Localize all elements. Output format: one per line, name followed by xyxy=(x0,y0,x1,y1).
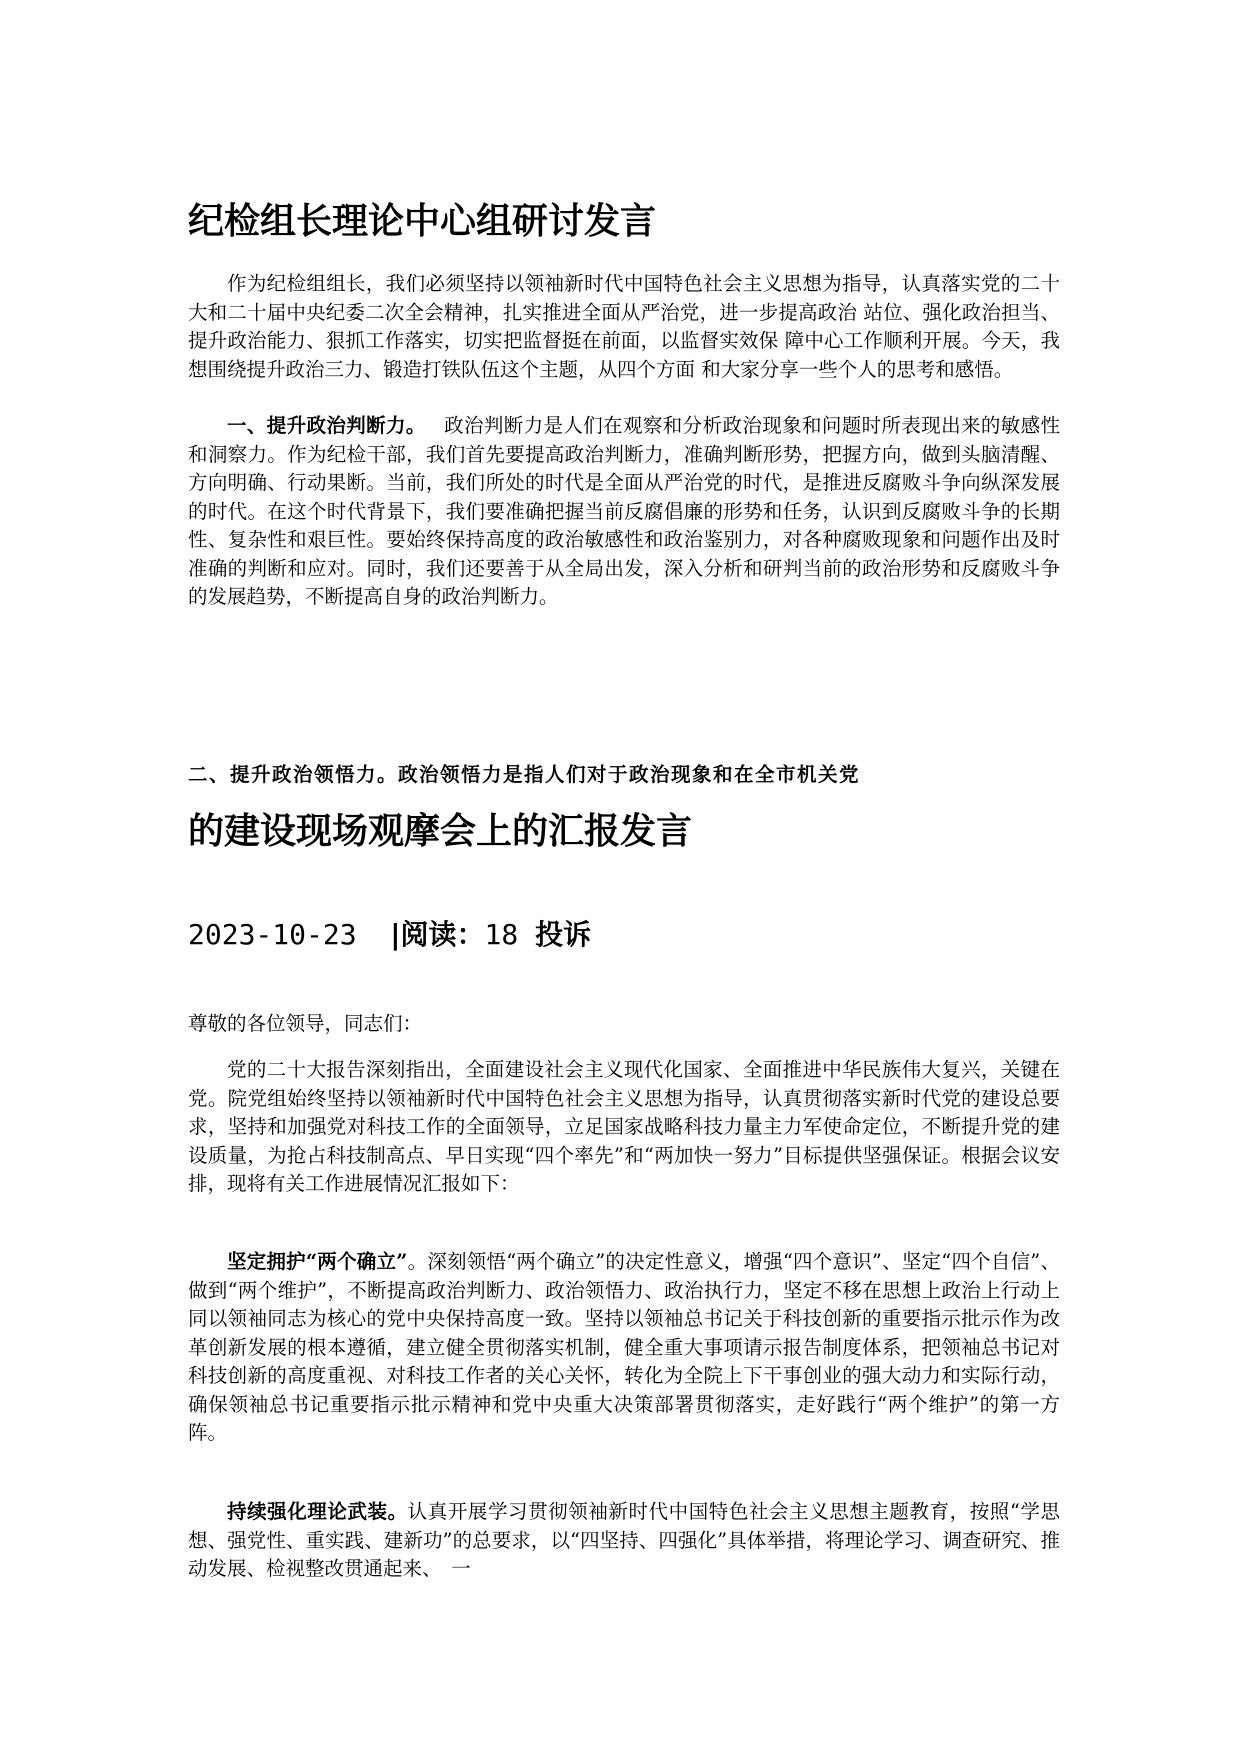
paragraph-2-body: 。深刻领悟“两个确立”的决定性意义，增强“四个意识”、坚定“四个自信”、做到“两个维护”，不断提高政治判断力、政治领悟力、政治执行力，坚定不移在思想上政治上行动上同以领袖同志为核心的党中央保持高度一致。坚持以领袖总书记关于科技创新的重要指示批示作为改革创新发展的根本遵循，建立健全贯彻落实机制，健全重大事项请示报告制度体系，把领袖总书记对科技创新的高度重视、对科技工作者的关心关怀，转化为全院上下干事创业的强大动力和实际行动，确保领袖总书记重要指示批示精神和党中央重大决策部署贯彻落实，走好践行“两个维护”的第一方阵。 xyxy=(188,1250,1060,1444)
paragraph-3-body: 认真开展学习贯彻领袖新时代中国特色社会主义思想主题教育，按照“学思想、强党性、重实践、建新功”的总要求，以“四坚持、四强化”具体举措，将理论学习、调查研究、推动发展、检视整改贯通起来、 一 xyxy=(188,1500,1060,1580)
salutation: 尊敬的各位领导，同志们： xyxy=(188,1012,423,1035)
article-title: 纪检组长理论中心组研讨发言 xyxy=(188,201,657,242)
section1-paragraph xyxy=(188,412,1060,612)
body-paragraph-1: 党的二十大报告深刻指出，全面建设社会主义现代化国家、全面推进中华民族伟大复兴，关键在党。院党组始终坚持以领袖新时代中国特色社会主义思想为指导，认真贯彻落实新时代党的建设总要求，坚持和加强党对科技工作的全面领导，立足国家战略科技力量主力军使命定位，不断提升党的建设质量，为抢占科技制高点、早日实现“四个率先”和“两加快一努力”目标提供坚强保证。根据会议安排，现将有关工作进展情况汇报如下： xyxy=(188,1058,1060,1195)
section1-heading: 一、提升政治判断力。 xyxy=(227,414,426,437)
body-paragraph-3 xyxy=(188,1498,1060,1584)
publish-date: 2023-10-23 xyxy=(188,918,357,951)
read-count: 18 xyxy=(484,918,519,951)
article2-title: 的建设现场观摩会上的汇报发言 xyxy=(188,811,693,852)
body-paragraph-2 xyxy=(188,1248,1060,1448)
read-label: |阅读： xyxy=(390,918,485,951)
section2-heading: 二、提升政治领悟力。政治领悟力是指人们对于政治现象和在全市机关党 xyxy=(188,763,861,786)
intro-paragraph: 作为纪检组组长，我们必须坚持以领袖新时代中国特色社会主义思想为指导，认真落实党的二十大和二十届中央纪委二次全会精神，扎实推进全面从严治党，进一步提高政治 站位、强化政治担当、提升政治能力、狠抓工作落实，切实把监督挺在前面，以监督实效保 障中心工作顺利开展。今天，我想围绕提升政治三力、锻造打铁队伍这个主题，从四个方面 和大家分享一些个人的思考和感悟。 xyxy=(188,272,1060,381)
section1-body: 政治判断力是人们在观察和分析政治现象和问题时所表现出来的敏感性和洞察力。作为纪检干部，我们首先要提高政治判断力，准确判断形势，把握方向，做到头脑清醒、方向明确、行动果断。当前，我们所处的时代是全面从严治党的时代，是推进反腐败斗争向纵深发展的时代。在这个时代背景下，我们要准确把握当前反腐倡廉的形势和任务，认识到反腐败斗争的长期性、复杂性和艰巨性。要始终保持高度的政治敏感性和政治鉴别力，对各种腐败现象和问题作出及时准确的判断和应对。同时，我们还要善于从全局出发，深入分析和研判当前的政治形势和反腐败斗争的发展趋势，不断提高自身的政治判断力。 xyxy=(188,414,1060,608)
article-meta xyxy=(188,917,1060,953)
complaint-link[interactable]: 投诉 xyxy=(535,918,592,951)
paragraph-2-lead: 坚定拥护“两个确立” xyxy=(227,1250,408,1273)
paragraph-3-lead: 持续强化理论武装。 xyxy=(227,1500,408,1523)
